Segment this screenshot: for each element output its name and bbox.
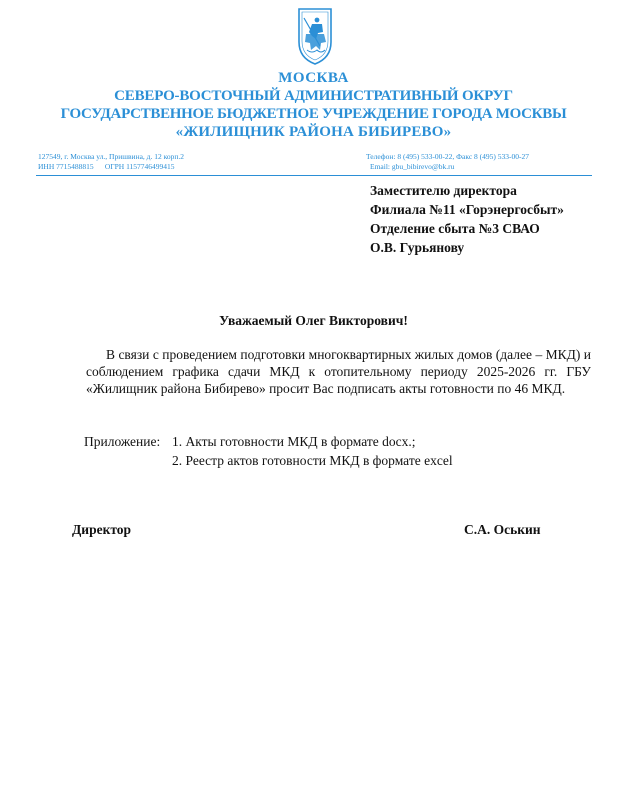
- org-institution: ГОСУДАРСТВЕННОЕ БЮДЖЕТНОЕ УЧРЕЖДЕНИЕ ГОРОДА МОСКВЫ: [60, 106, 567, 122]
- org-phone: Телефон: 8 (495) 533-00-22, Факс 8 (495) 533-00-27: [366, 152, 530, 161]
- salutation: Уважаемый Олег Викторович!: [219, 313, 408, 328]
- org-email[interactable]: Email: gbu_bibirevo@bk.ru: [370, 162, 455, 171]
- attachment-item: 1. Акты готовности МКД в формате docx.;: [172, 434, 416, 449]
- org-district: СЕВЕРО-ВОСТОЧНЫЙ АДМИНИСТРАТИВНЫЙ ОКРУГ: [114, 88, 513, 104]
- attachments-label-spacer: [84, 451, 172, 470]
- moscow-coat-of-arms-icon: [296, 6, 334, 66]
- contacts-left: [38, 152, 184, 172]
- org-name: «ЖИЛИЩНИК РАЙОНА БИБИРЕВО»: [175, 124, 452, 140]
- org-address: 127549, г. Москва ул., Пришвина, д. 12 корп.2: [38, 152, 185, 161]
- addressee-line: Филиала №11 «Горэнергосбыт»: [370, 202, 564, 217]
- attachment-item: 2. Реестр актов готовности МКД в формате excel: [172, 453, 453, 468]
- addressee-line: Заместителю директора: [370, 183, 517, 198]
- org-city: МОСКВА: [278, 70, 349, 86]
- attachments-label: Приложение:: [84, 434, 161, 449]
- letter-body: [86, 346, 591, 397]
- contacts-right: [366, 152, 529, 172]
- addressee-line: Отделение сбыта №3 СВАО: [370, 221, 540, 236]
- addressee-block: [370, 181, 564, 257]
- attachment-row: [84, 451, 453, 470]
- signature-title: Директор: [72, 522, 132, 537]
- attachments-block: [84, 432, 453, 470]
- org-registration-ids: ИНН 7715488815 ОГРН 1157746499415: [38, 162, 175, 171]
- header-divider: [36, 175, 592, 176]
- addressee-line: О.В. Гурьянову: [370, 240, 465, 255]
- signature-name: С.А. Оськин: [464, 522, 541, 537]
- body-paragraph: В связи с проведением подготовки многоквартирных жилых домов (далее – МКД) и соблюдением графика сдачи МКД к отопительному периоду 2025-2026 гг. ГБУ «Жилищник района Бибирево» просит Вас подписать акты готовности по 46 МКД.: [86, 347, 591, 396]
- attachment-row: [84, 432, 453, 451]
